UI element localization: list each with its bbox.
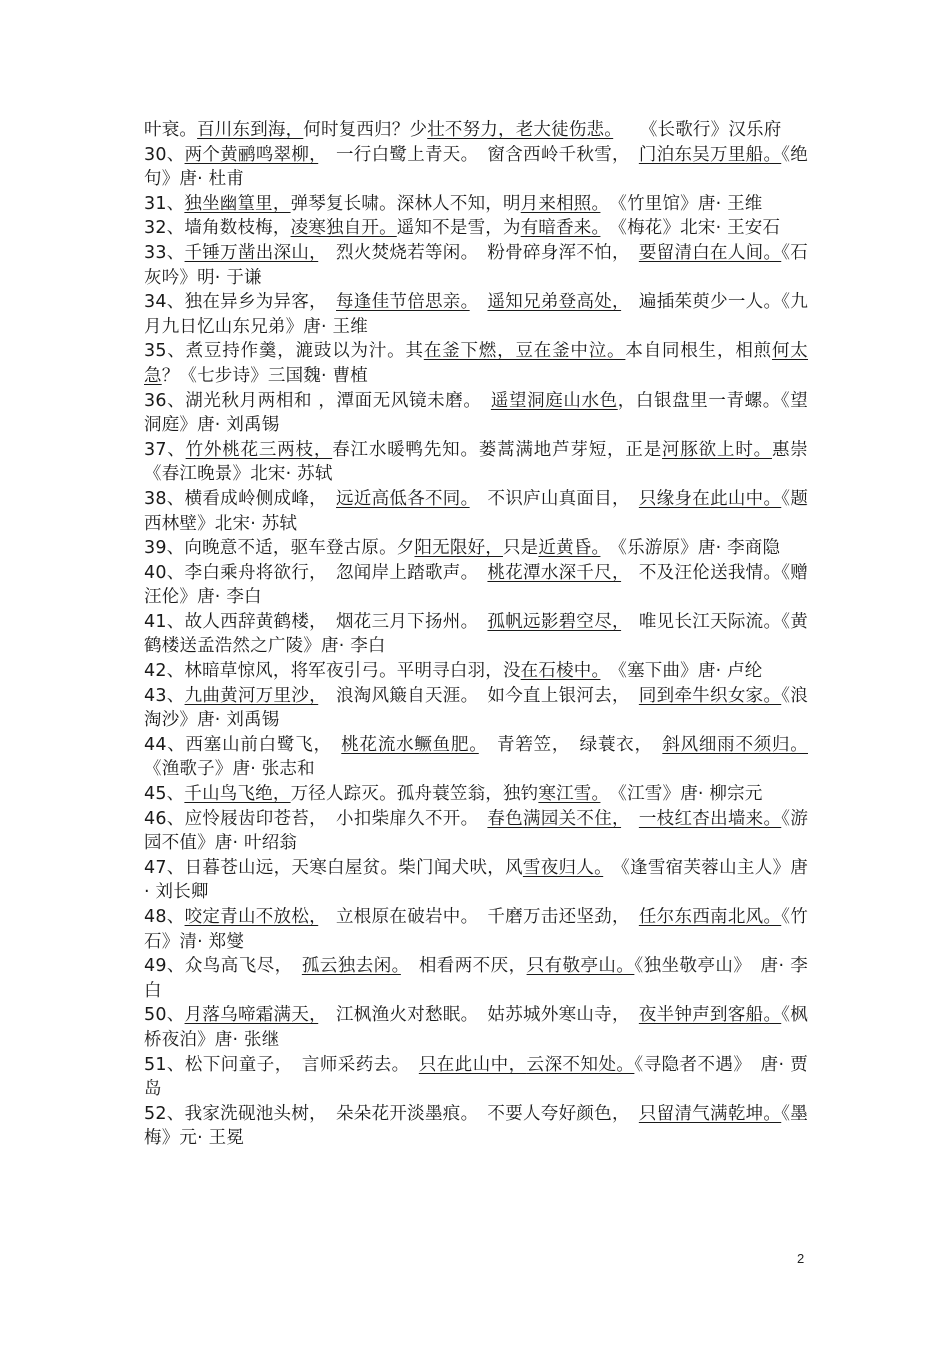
verse-text: 33、: [144, 242, 185, 263]
verse-text: 遍插茱萸少一人。《九月九日忆山东兄弟》唐· 王维: [144, 292, 809, 337]
poem-entry: [144, 389, 808, 438]
verse-text: 48、: [144, 907, 185, 927]
underlined-verse: 只在此山中，: [418, 1054, 527, 1075]
underlined-verse: 百川东到海，: [197, 120, 304, 140]
verse-text: 《浪淘沙》唐· 刘禹锡: [144, 685, 808, 731]
verse-text: 40、李白乘舟将欲行， 忽闻岸上踏歌声。: [144, 562, 488, 583]
poem-entry: [144, 954, 808, 1003]
verse-text: 38、横看成岭侧成峰，: [144, 488, 336, 509]
verse-text: 36、湖光秋月两相和 ，潭面无风镜未磨。: [144, 390, 491, 411]
verse-text: 江枫渔火对愁眠。 姑苏城外寒山寺，: [318, 1005, 639, 1026]
underlined-verse: 遥知兄弟登高处，: [487, 292, 622, 313]
underlined-verse: 近黄昏。: [538, 538, 601, 559]
underlined-verse: 凌寒独自开。: [290, 218, 397, 239]
verse-text: 浪淘风簸自天涯。 如今直上银河去，: [318, 685, 639, 706]
verse-text: 《竹石》清· 郑燮: [144, 907, 808, 952]
verse-text: 《乐游原》唐· 李商隐: [600, 538, 781, 559]
verse-text: 《游园不值》唐· 叶绍翁: [144, 808, 809, 854]
poem-entry: [144, 192, 808, 217]
page-number: 2: [797, 1251, 805, 1266]
verse-text: 31、: [144, 193, 185, 214]
underlined-verse: 阳无限好，: [414, 538, 503, 559]
verse-text: 46、应怜屐齿印苍苔， 小扣柴扉久不开。: [144, 808, 488, 829]
verse-text: 惠崇《春江晚景》北宋· 苏轼: [144, 439, 808, 485]
verse-text: 本自同根生，相煎: [625, 341, 772, 362]
poem-entry: [144, 241, 808, 290]
verse-text: 43、: [144, 685, 185, 706]
poem-entry: [144, 536, 808, 561]
poem-list: [144, 118, 808, 1151]
underlined-verse: 遥望洞庭山水色: [490, 390, 618, 411]
verse-text: 《寻隐者不遇》 唐· 贾岛: [144, 1054, 809, 1100]
verse-text: 《独坐敬亭山》 唐· 李白: [144, 956, 808, 1001]
verse-text: [621, 809, 639, 829]
underlined-verse: 两个黄鹂鸣翠柳，: [184, 144, 319, 165]
poem-entry: [144, 118, 808, 143]
verse-text: 立根原在破岩中。 千磨万击还坚劲，: [318, 907, 639, 927]
poem-entry: [144, 782, 808, 807]
verse-text: 不识庐山真面目，: [469, 488, 639, 509]
underlined-verse: 壮不努力，老大徒伤悲。: [427, 120, 614, 140]
verse-text: 一行白鹭上青天。 窗含西岭千秋雪，: [318, 144, 639, 165]
verse-text: 弹琴复长啸。深林人不知，明: [290, 193, 521, 214]
verse-text: 52、我家洗砚池头树， 朵朵花开淡墨痕。 不要人夸好颜色，: [144, 1103, 639, 1124]
verse-text: 30、: [144, 144, 185, 165]
verse-text: 45、: [144, 784, 185, 805]
verse-text: 《逢雪宿芙蓉山主人》唐· 刘长卿: [144, 857, 809, 903]
underlined-verse: 千山鸟飞绝，: [184, 784, 291, 805]
verse-text: 不及汪伦送我情。《赠汪伦》唐· 李白: [144, 562, 809, 608]
underlined-verse: 月落乌啼霜满天，: [184, 1005, 319, 1026]
underlined-verse: 在釜下燃，豆在釜中泣。: [423, 341, 626, 362]
underlined-verse: 门泊东吴万里船。: [638, 144, 782, 165]
verse-text: 《枫桥夜泊》唐· 张继: [144, 1005, 808, 1050]
verse-text: 50、: [144, 1005, 185, 1026]
underlined-verse: 斜风细雨不须归。: [662, 734, 808, 755]
verse-text: 叶衰。: [144, 120, 198, 140]
underlined-verse: 孤帆远影碧空尽，: [487, 611, 622, 632]
verse-text: 只是: [502, 538, 539, 559]
poem-entry: [144, 807, 808, 856]
verse-text: 烈火焚烧若等闲。 粉骨碎身浑不怕，: [318, 242, 639, 263]
verse-text: 《梅花》北宋· 王安石: [600, 218, 781, 239]
poem-entry: [144, 290, 808, 339]
verse-text: 《竹里馆》唐· 王维: [600, 193, 763, 214]
poem-entry: [144, 487, 808, 536]
verse-text: 《长歌行》汉乐府: [613, 120, 782, 140]
poem-entry: [144, 561, 808, 610]
verse-text: 《绝句》唐· 杜甫: [144, 144, 808, 190]
verse-text: 《题西林壁》北宋· 苏轼: [144, 488, 809, 534]
underlined-verse: 远近高低各不同。: [336, 488, 470, 509]
verse-text: 相看两不厌，: [400, 956, 527, 977]
underlined-verse: 孤云独去闲。: [301, 956, 401, 977]
underlined-verse: 同到牵牛织女家。: [638, 685, 782, 706]
underlined-verse: 月来相照。: [520, 193, 601, 214]
poem-entry: [144, 1003, 808, 1052]
poem-entry: [144, 659, 808, 684]
underlined-verse: 云深不知处。: [526, 1054, 635, 1075]
verse-text: 42、林暗草惊风，将军夜引弓。平明寻白羽，没: [144, 661, 521, 682]
poem-entry: [144, 610, 808, 659]
verse-text: 《墨梅》元· 王冕: [144, 1103, 808, 1149]
underlined-verse: 何太急: [144, 341, 809, 386]
verse-text: 何时复西归？少: [303, 120, 428, 140]
underlined-verse: 千锤万凿出深山，: [184, 242, 319, 263]
underlined-verse: 咬定青山不放松，: [184, 907, 319, 927]
verse-text: 41、故人西辞黄鹤楼， 烟花三月下扬州。: [144, 611, 488, 632]
poem-entry: [144, 1102, 808, 1151]
poem-entry: [144, 438, 808, 487]
verse-text: 万径人踪灭。孤舟蓑笠翁，独钓: [290, 784, 539, 805]
poem-entry: [144, 339, 808, 388]
verse-text: 《塞下曲》唐· 卢纶: [600, 661, 763, 682]
underlined-verse: 每逢佳节倍思亲。: [336, 292, 470, 313]
verse-text: 51、松下问童子， 言师采药去。: [144, 1054, 419, 1075]
verse-text: [470, 292, 488, 312]
verse-text: 唯见长江天际流。《黄鹤楼送孟浩然之广陵》唐· 李白: [144, 611, 809, 657]
underlined-verse: 要留清白在人间。: [638, 242, 782, 263]
verse-text: 《石灰吟》明· 于谦: [144, 242, 808, 288]
underlined-verse: 夜半钟声到客船。: [638, 1005, 782, 1026]
verse-text: 遥知不是雪，为: [396, 218, 521, 239]
verse-text: 39、向晚意不适，驱车登古原。夕: [144, 538, 415, 559]
verse-text: 32、墙角数枝梅，: [144, 218, 291, 239]
poem-entry: [144, 905, 808, 954]
verse-text: ？《七步诗》三国魏· 曹植: [161, 365, 368, 386]
verse-text: 35、煮豆持作羹，漉豉以为汁。其: [144, 341, 424, 362]
underlined-verse: 桃花潭水深千尺，: [487, 562, 622, 583]
verse-text: 《渔歌子》唐· 张志和: [144, 759, 315, 780]
underlined-verse: 有暗香来。: [520, 218, 601, 239]
verse-text: ，白银盘里一青螺。《望洞庭》唐· 刘禹锡: [144, 390, 809, 436]
underlined-verse: 一枝红杏出墙来。: [638, 808, 782, 829]
underlined-verse: 九曲黄河万里沙，: [184, 685, 319, 706]
verse-text: 春江水暖鸭先知。蒌蒿满地芦芽短，正是: [332, 439, 663, 460]
underlined-verse: 只有敬亭山。: [526, 956, 635, 977]
poem-entry: [144, 733, 808, 782]
verse-text: 47、日暮苍山远，天寒白屋贫。柴门闻犬吠，风: [144, 857, 523, 878]
underlined-verse: 雪夜归人。: [522, 857, 604, 878]
verse-text: 37、: [144, 439, 186, 460]
underlined-verse: 春色满园关不住，: [487, 808, 622, 829]
underlined-verse: 寒江雪。: [538, 784, 601, 805]
verse-text: 49、众鸟高飞尽，: [144, 956, 302, 977]
verse-text: 44、西塞山前白鹭飞，: [144, 734, 342, 755]
underlined-verse: 任尔东西南北风。: [638, 907, 782, 927]
underlined-verse: 在石棱中。: [520, 661, 601, 682]
verse-text: 34、独在异乡为异客，: [144, 292, 336, 313]
poem-entry: [144, 216, 808, 241]
underlined-verse: 桃花流水鳜鱼肥。: [341, 734, 479, 755]
underlined-verse: 只留清气满乾坤。: [638, 1103, 782, 1124]
poem-entry: [144, 856, 808, 905]
poem-entry: [144, 143, 808, 192]
underlined-verse: 竹外桃花三两枝，: [185, 439, 333, 460]
verse-text: 青箬笠， 绿蓑衣，: [478, 734, 663, 755]
verse-text: 《江雪》唐· 柳宗元: [600, 784, 763, 805]
poem-entry: [144, 1053, 808, 1102]
underlined-verse: 独坐幽篁里，: [184, 193, 291, 214]
underlined-verse: 只缘身在此山中。: [638, 488, 782, 509]
underlined-verse: 河豚欲上时。: [662, 439, 772, 460]
poem-entry: [144, 684, 808, 733]
